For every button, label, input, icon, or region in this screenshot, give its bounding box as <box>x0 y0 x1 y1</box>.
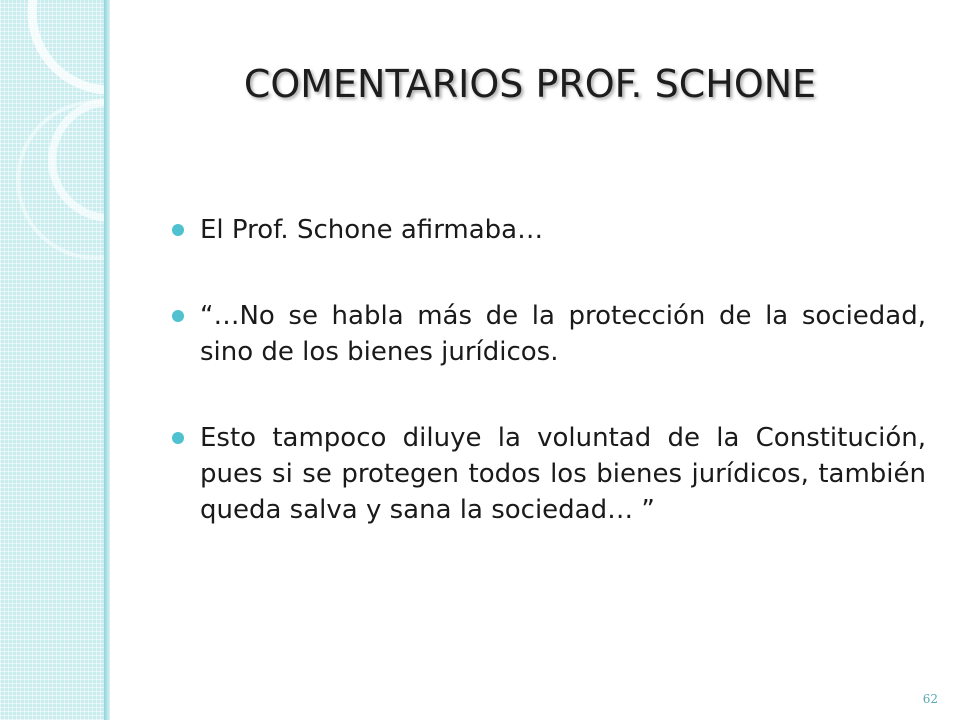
sidebar-edge <box>104 0 110 720</box>
decorative-sidebar <box>0 0 104 720</box>
bullet-item <box>172 212 926 248</box>
bullet-item <box>172 420 926 528</box>
bullet-item <box>172 298 926 370</box>
bullet-text: “…No se habla más de la protección de la sociedad, sino de los bienes jurídicos. <box>200 301 926 367</box>
slide-title: COMENTARIOS PROF. SCHONE <box>243 62 817 106</box>
bullet-list <box>172 212 926 578</box>
bullet-text: El Prof. Schone afirmaba… <box>200 215 544 245</box>
bullet-dot-icon <box>172 310 184 322</box>
page-number: 62 <box>922 692 938 706</box>
swirl-decoration <box>0 0 104 720</box>
bullet-dot-icon <box>172 224 184 236</box>
bullet-dot-icon <box>172 432 184 444</box>
bullet-text: Esto tampoco diluye la voluntad de la Constitución, pues si se protegen todos los bienes jurídicos, también queda salva y sana la sociedad… ” <box>200 423 926 525</box>
